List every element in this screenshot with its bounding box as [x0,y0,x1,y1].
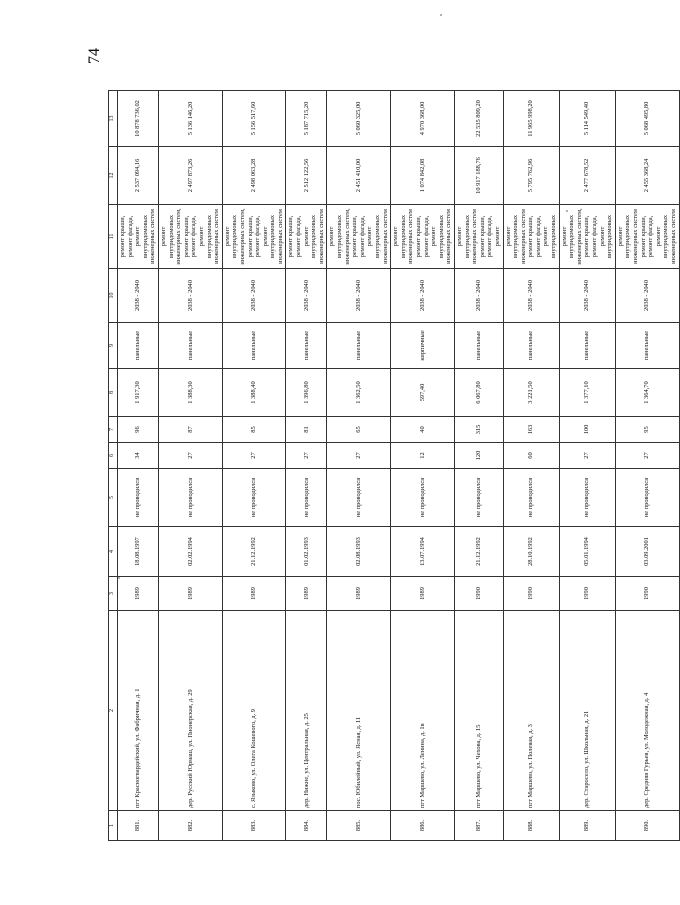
cell-planned-period: 2038 - 2040 [615,269,679,323]
column-number: 6 [109,443,118,469]
column-number: 9 [109,323,118,369]
column-number: 5 [109,469,118,527]
cell-row-number: 883. [222,811,286,841]
column-number: 2 [109,611,118,811]
cell-apartments: 27 [286,443,327,469]
cell-year-built: 1989 [222,577,286,611]
cell-planned-period: 2038 - 2040 [327,269,391,323]
table-row [286,91,327,841]
cell-last-overhaul: не проводился [391,469,455,527]
column-number: 1 [109,811,118,841]
cell-residents: 40 [391,417,455,443]
cell-apartments: 60 [503,443,559,469]
cell-apartments: 27 [327,443,391,469]
cell-area: 1 396,80 [286,369,327,417]
cell-address: с. Языково, ул. Олега Кошевого, д. 9 [222,611,286,811]
cell-work-types: ремонт внутридомовых инженерных систем ремонт крыши, ремонт фасада, ремонт внутридомовых [503,205,559,269]
cell-residents: 315 [454,417,503,443]
cell-wall-material: кирпичные [391,323,455,369]
cell-residents: 87 [158,417,222,443]
cell-year-built: 1990 [454,577,503,611]
cell-cost-total: 5 187 715,20 [286,91,327,147]
cell-row-number: 886. [391,811,455,841]
cell-area: 6 067,80 [454,369,503,417]
cell-cost-total: 5 136 146,20 [158,91,222,147]
cell-privatization-date: 28.10.1992 [503,527,559,577]
column-number: 4 [109,527,118,577]
cell-wall-material: панельные [286,323,327,369]
column-number: 7 [109,417,118,443]
page-number: 74 [86,48,103,64]
cell-row-number: 887. [454,811,503,841]
cell-last-overhaul: не проводился [559,469,615,527]
cell-privatization-date: 13.07.1994 [391,527,455,577]
cell-privatization-date: 01.02.1993 [286,527,327,577]
scan-speck [440,14,442,16]
cell-planned-period: 2038 - 2040 [286,269,327,323]
cell-planned-period: 2038 - 2040 [559,269,615,323]
cell-work-types: ремонт крыши, ремонт фасада, ремонт внутридомовых инженерных систем [118,205,159,269]
cell-cost-total: 11 965 998,20 [503,91,559,147]
column-number: 12 [109,147,118,205]
cell-residents: 163 [503,417,559,443]
scan-speck [566,210,568,212]
cell-row-number: 881. [118,811,159,841]
cell-area: 1 388,30 [158,369,222,417]
cell-residents: 65 [327,417,391,443]
table-row [222,91,286,841]
cell-apartments: 34 [118,443,159,469]
cell-address: дер. Средняя Гурьев, ул. Молодежная, д. 4 [615,611,679,811]
cell-address: пгт Маршево, ул. Полевая, д. 3 [503,611,559,811]
cell-planned-period: 2038 - 2040 [158,269,222,323]
cell-address: пгт Маршево, ул. Ленина, д. 1в [391,611,455,811]
cell-cost-total: 5 068 495,80 [615,91,679,147]
cell-apartments: 27 [559,443,615,469]
cell-cost-a: 2 537 094,16 [118,147,159,205]
cell-wall-material: панельные [454,323,503,369]
cell-address: пос. Юбилейный, ул. Ясная, д. 11 [327,611,391,811]
cell-cost-a: 2 512 122,56 [286,147,327,205]
cell-row-number: 890. [615,811,679,841]
cell-cost-a: 1 074 842,08 [391,147,455,205]
cell-wall-material: панельные [118,323,159,369]
cell-apartments: 27 [222,443,286,469]
cell-planned-period: 2038 - 2040 [503,269,559,323]
cell-cost-a: 2 498 063,28 [222,147,286,205]
cell-privatization-date: 02.08.1993 [327,527,391,577]
cell-year-built: 1989 [327,577,391,611]
cell-cost-a: 10 917 188,76 [454,147,503,205]
cell-planned-period: 2038 - 2040 [222,269,286,323]
cell-area: 3 221,50 [503,369,559,417]
column-number: 13 [109,91,118,147]
cell-year-built: 1989 [391,577,455,611]
cell-residents: 95 [615,417,679,443]
cell-cost-total: 10 878 736,02 [118,91,159,147]
cell-work-types: ремонт внутридомовых инженерных систем ремонт крыши, ремонт фасада, ремонт внутридомовых инженерных систем [391,205,455,269]
cell-last-overhaul: не проводился [118,469,159,527]
cell-wall-material: панельные [559,323,615,369]
cell-work-types: ремонт внутридомовых инженерных систем ремонт крыши, ремонт фасада, ремонт [454,205,503,269]
table-row [615,91,679,841]
cell-wall-material: панельные [503,323,559,369]
cell-year-built: 1990 [615,577,679,611]
cell-last-overhaul: не проводился [222,469,286,527]
cell-residents: 81 [286,417,327,443]
cell-wall-material: панельные [615,323,679,369]
cell-address: пгт Маршево, ул. Чехова, д. 15 [454,611,503,811]
cell-privatization-date: 02.02.1994 [158,527,222,577]
cell-year-built: 1990 [503,577,559,611]
table-row [327,91,391,841]
cell-privatization-date: 18.08.1997 [118,527,159,577]
cell-work-types: ремонт крыши, ремонт фасада, ремонт внутридомовых инженерных систем [286,205,327,269]
column-number-row [109,91,118,841]
cell-apartments: 120 [454,443,503,469]
cell-year-built: 1989 [118,577,159,611]
column-number: 10 [109,269,118,323]
housing-register-table [108,90,680,841]
cell-planned-period: 2038 - 2040 [391,269,455,323]
cell-area: 1 377,10 [559,369,615,417]
table-row [118,91,159,841]
cell-work-types: ремонт внутридомовых инженерных систем, ремонт крыши, ремонт фасада, ремонт внутридомовых инженерных систем [158,205,222,269]
cell-row-number: 882. [158,811,222,841]
cell-work-types: ремонт внутридомовых инженерных систем, ремонт крыши, ремонт фасада, ремонт внутридомовых [559,205,615,269]
cell-cost-a: 2 451 410,00 [327,147,391,205]
cell-privatization-date: 05.01.1994 [559,527,615,577]
cell-row-number: 888. [503,811,559,841]
cell-planned-period: 2038 - 2040 [118,269,159,323]
cell-year-built: 1989 [286,577,327,611]
cell-work-types: ремонт внутридомовых инженерных систем, ремонт крыши, ремонт фасада, ремонт внутридомовых инженерных систем [327,205,391,269]
cell-year-built: 1989 [158,577,222,611]
cell-address: дер. Старосело, ул. Школьная, д. 21 [559,611,615,811]
cell-cost-total: 5 114 549,40 [559,91,615,147]
table-row [391,91,455,841]
cell-address: дер. Русский Юрмаш, ул. Пионерская, д. 29 [158,611,222,811]
table-row [559,91,615,841]
cell-cost-total: 22 535 809,20 [454,91,503,147]
cell-row-number: 884. [286,811,327,841]
column-number: 8 [109,369,118,417]
cell-apartments: 27 [615,443,679,469]
cell-cost-total: 5 156 517,60 [222,91,286,147]
table-row [503,91,559,841]
cell-year-built: 1990 [559,577,615,611]
cell-area: 1 388,40 [222,369,286,417]
column-number: 3 [109,577,118,611]
cell-last-overhaul: не проводился [158,469,222,527]
table-row [454,91,503,841]
cell-residents: 96 [118,417,159,443]
cell-work-types: ремонт внутридомовых инженерных систем ремонт крыши, ремонт фасада, ремонт внутридомовых инженерных систем [615,205,679,269]
cell-wall-material: панельные [327,323,391,369]
cell-cost-total: 5 060 325,00 [327,91,391,147]
cell-area: 597,40 [391,369,455,417]
cell-area: 1 917,30 [118,369,159,417]
cell-work-types: ремонт внутридомовых инженерных систем, ремонт крыши, ремонт фасада, ремонт внутридомовых инженерных систем [222,205,286,269]
cell-row-number: 885. [327,811,391,841]
cell-wall-material: панельные [222,323,286,369]
cell-cost-total: 4 970 368,00 [391,91,455,147]
cell-last-overhaul: не проводился [286,469,327,527]
table-row [158,91,222,841]
cell-cost-a: 5 795 762,96 [503,147,559,205]
cell-address: пгт Красногвардейский, ул. Фабричная, д. 1 [118,611,159,811]
cell-last-overhaul: не проводился [327,469,391,527]
cell-planned-period: 2038 - 2040 [454,269,503,323]
rotated-table-container [108,91,677,841]
cell-cost-a: 2 455 368,24 [615,147,679,205]
cell-privatization-date: 21.12.1992 [222,527,286,577]
cell-row-number: 889. [559,811,615,841]
cell-cost-a: 2 477 678,52 [559,147,615,205]
cell-cost-a: 2 497 873,26 [158,147,222,205]
cell-residents: 85 [222,417,286,443]
cell-apartments: 12 [391,443,455,469]
cell-privatization-date: 03.09.2001 [615,527,679,577]
cell-residents: 100 [559,417,615,443]
cell-address: дер. Нижне, ул. Центральная, д. 25 [286,611,327,811]
cell-wall-material: панельные [158,323,222,369]
scan-speck [118,577,120,579]
cell-area: 1 362,50 [327,369,391,417]
cell-area: 1 364,70 [615,369,679,417]
cell-last-overhaul: не проводился [615,469,679,527]
cell-last-overhaul: не проводился [454,469,503,527]
cell-privatization-date: 21.12.1992 [454,527,503,577]
column-number: 11 [109,205,118,269]
cell-last-overhaul: не проводился [503,469,559,527]
cell-apartments: 27 [158,443,222,469]
